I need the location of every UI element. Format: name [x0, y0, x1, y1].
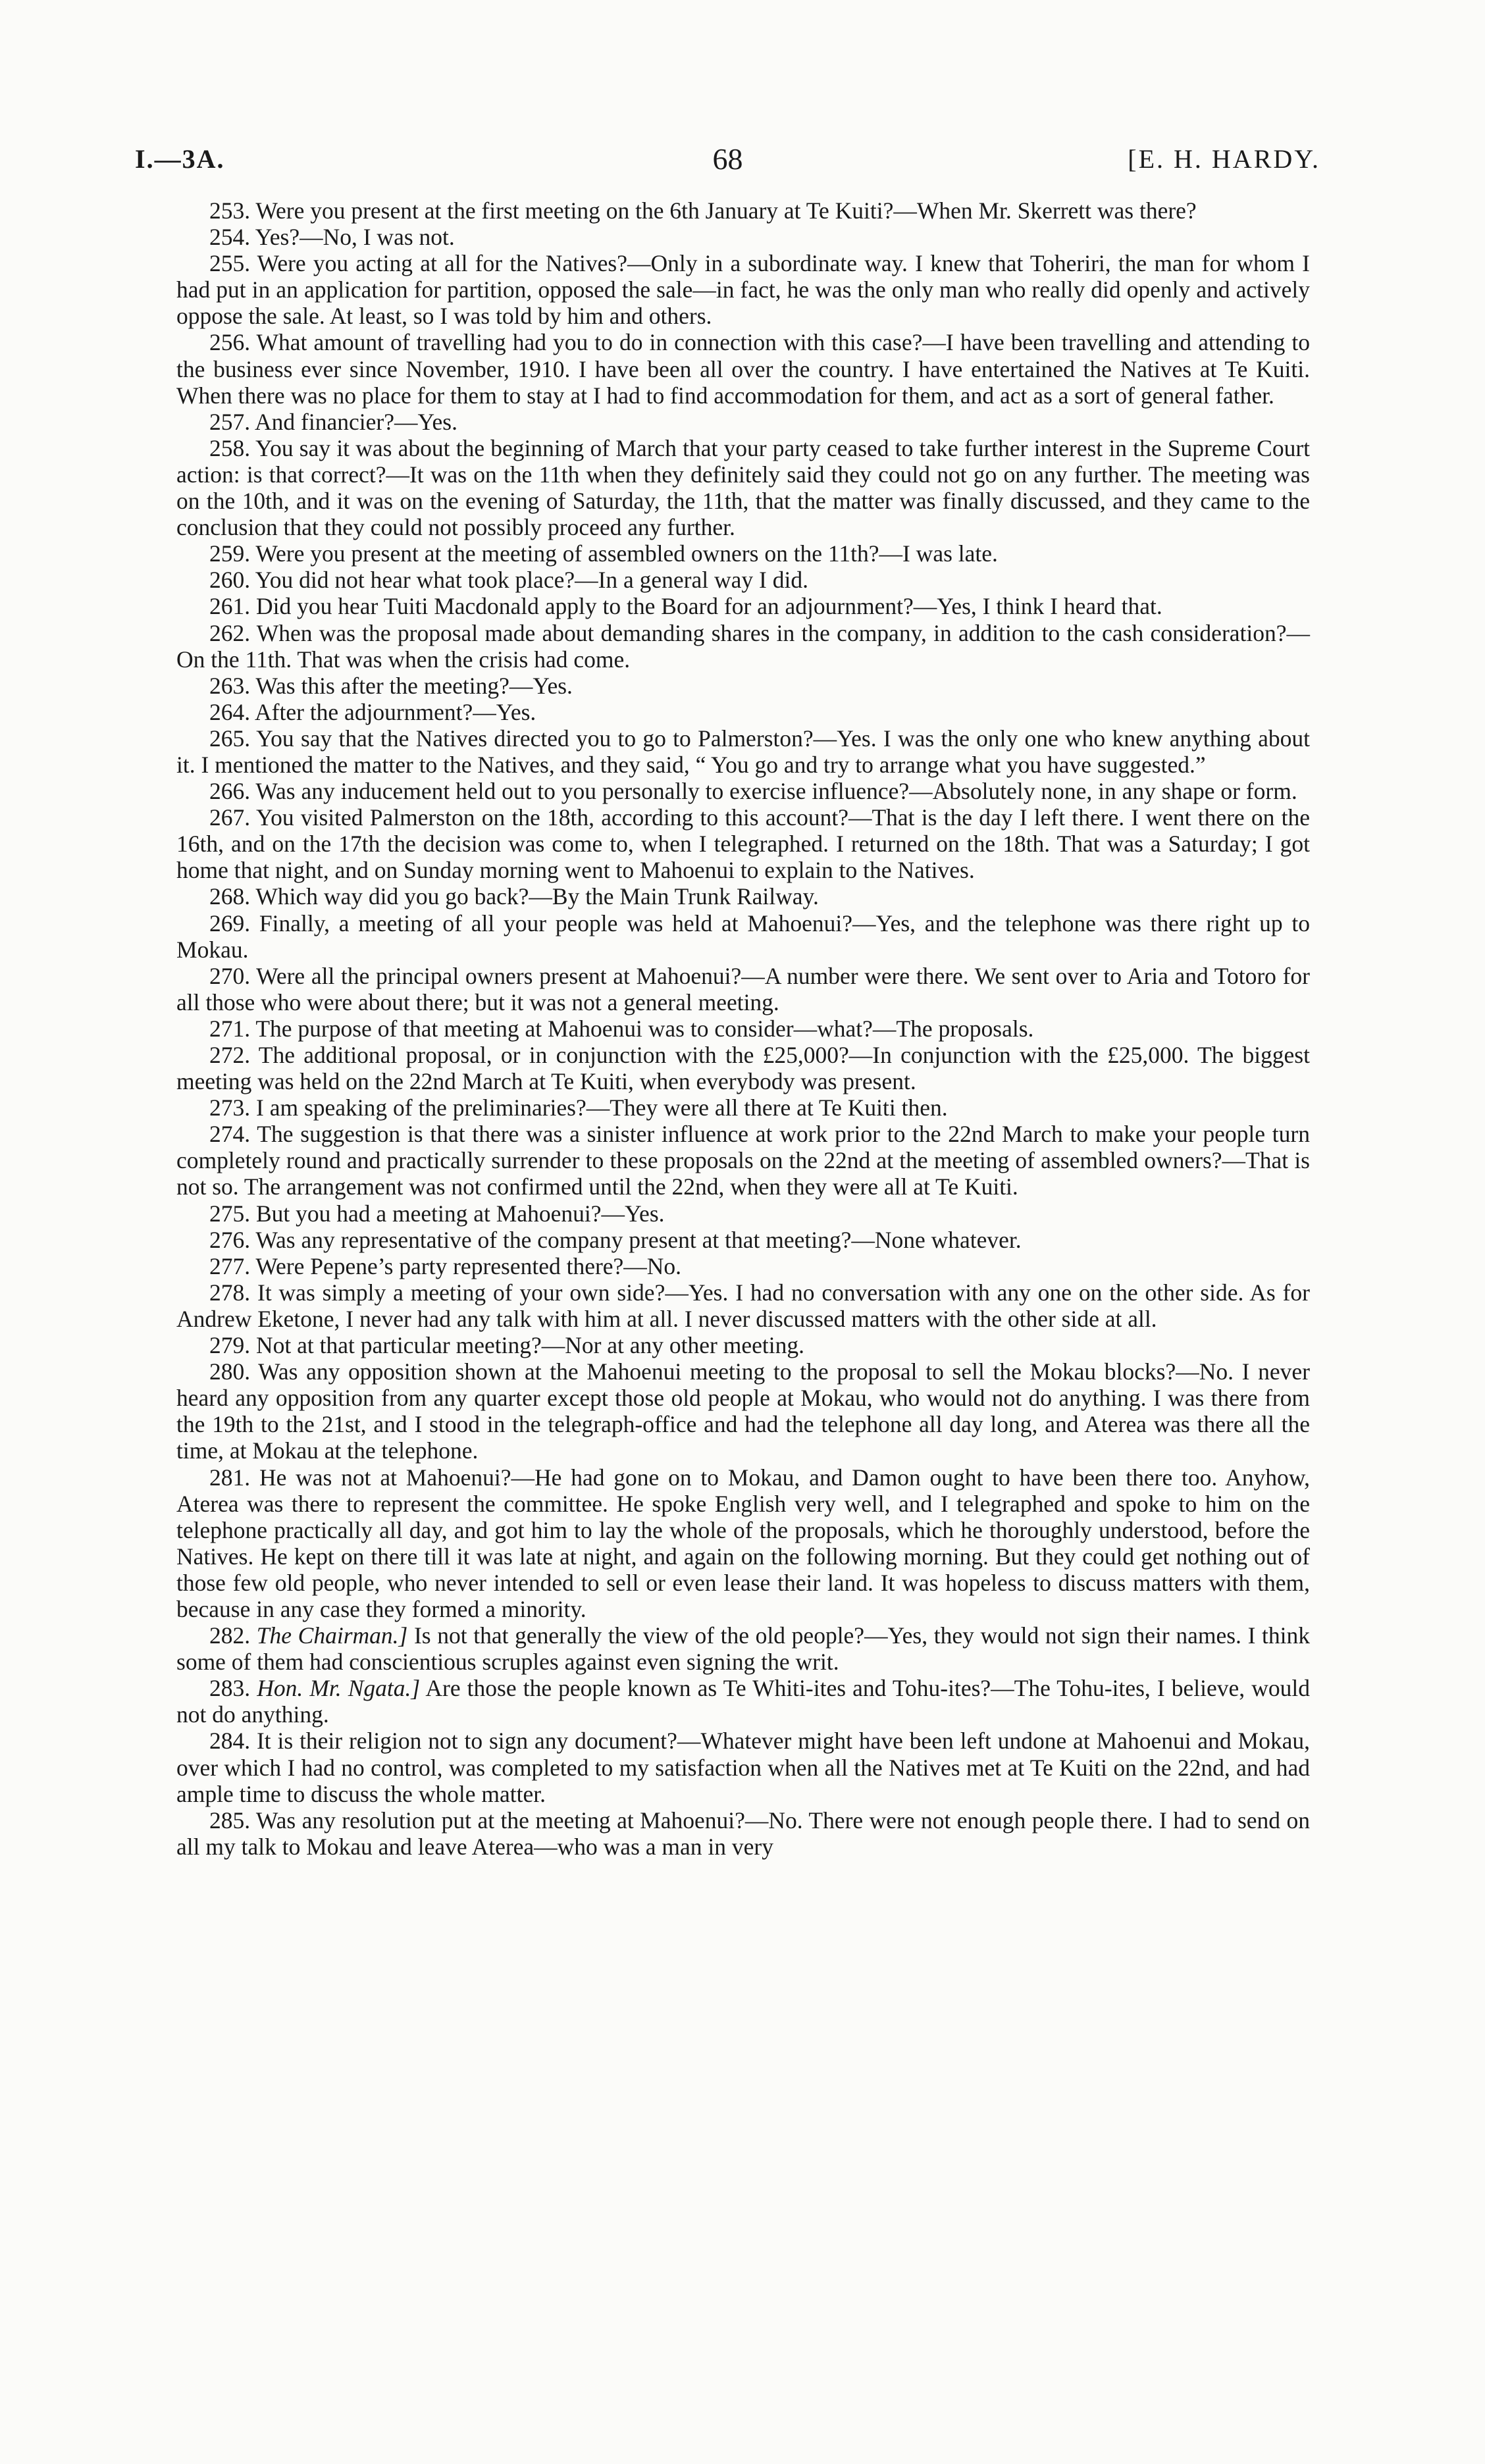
question-282: [176, 1622, 1310, 1675]
question-268: 268. Which way did you go back?—By the Main Trunk Railway.: [209, 883, 819, 910]
speaker-name: Hon. Mr. Ngata.]: [257, 1675, 421, 1702]
question-270: 270. Were all the principal owners present at Mahoenui?—A number were there. We sent over to Aria and Totoro for all those who were about there; but it was not a general meeting.: [176, 962, 1310, 1015]
question-276: 276. Was any representative of the company present at that meeting?—None whatever.: [209, 1226, 1022, 1253]
question-258: 258. You say it was about the beginning of March that your party ceased to take further interest in the Supreme Court action: is that correct?—It was on the 11th when they definitely said they could not go on any further. The meeting was on the 10th, and it was on the evening of Saturday, the 11th, that the matter was finally discussed, and they came to the conclusion that they could not possibly proceed any further.: [176, 434, 1310, 541]
question-260: 260. You did not hear what took place?—In a general way I did.: [209, 567, 808, 594]
testimony-body: [176, 197, 1310, 1860]
question-text: Are those the people known as Te Whiti-ites and Tohu-ites?—The Tohu-ites, I believe, would not do anything.: [176, 1675, 1310, 1728]
question-261: 261. Did you hear Tuiti Macdonald apply to the Board for an adjournment?—Yes, I think I heard that.: [209, 593, 1162, 620]
page-header: [135, 140, 1320, 179]
question-279: 279. Not at that particular meeting?—Nor at any other meeting.: [209, 1332, 804, 1359]
question-274: 274. The suggestion is that there was a sinister influence at work prior to the 22nd March to make your people turn completely round and practically surrender to these proposals on the 22nd at the meeting of assembled owners?—That is not so. The arrangement was not confirmed until the 22nd, when they were all at Te Kuiti.: [176, 1121, 1310, 1200]
question-273: 273. I am speaking of the preliminaries?—They were all there at Te Kuiti then.: [209, 1094, 948, 1121]
question-266: 266. Was any inducement held out to you personally to exercise influence?—Absolutely none, in any shape or form.: [209, 778, 1297, 805]
witness-name: [E. H. HARDY.: [1128, 144, 1320, 174]
question-text: Is not that generally the view of the old people?—Yes, they would not sign their names. I think some of them had conscientious scruples against even signing the writ.: [176, 1622, 1311, 1676]
question-280: 280. Was any opposition shown at the Mahoenui meeting to the proposal to sell the Mokau blocks?—No. I never heard any opposition from any quarter except those old people at Mokau, who would not do anything. I was there from the 19th to the 21st, and I stood in the telegraph-office and had the telephone all day long, and Aterea was there all the time, at Mokau at the telephone.: [176, 1358, 1310, 1464]
question-253: 253. Were you present at the first meeting on the 6th January at Te Kuiti?—When Mr. Skerrett was there?: [209, 197, 1197, 224]
question-281: 281. He was not at Mahoenui?—He had gone on to Mokau, and Damon ought to have been there too. Anyhow, Aterea was there to represent the committee. He spoke English very well, and I telegraphed and spoke to him on the telephone practically all day, and got him to lay the whole of the proposals, which he thoroughly understood, before the Natives. He kept on there till it was late at night, and again on the following morning. But they could get nothing out of those few old people, who never intended to sell or even lease their land. It was hopeless to discuss matters with them, because in any case they formed a minority.: [176, 1464, 1310, 1622]
question-269: 269. Finally, a meeting of all your people was held at Mahoenui?—Yes, and the telephone was there right up to Mokau.: [176, 910, 1310, 963]
question-number: 283.: [209, 1675, 251, 1702]
question-264: 264. After the adjournment?—Yes.: [209, 698, 536, 725]
question-259: 259. Were you present at the meeting of assembled owners on the 11th?—I was late.: [209, 540, 998, 567]
question-283: [176, 1675, 1310, 1728]
paper-reference: I.—3A.: [135, 144, 225, 174]
question-263: 263. Was this after the meeting?—Yes.: [209, 672, 573, 699]
question-262: 262. When was the proposal made about demanding shares in the company, in addition to the cash consideration?—On the 11th. That was when the crisis had come.: [176, 619, 1310, 673]
question-265: 265. You say that the Natives directed you to go to Palmerston?—Yes. I was the only one who knew anything about it. I mentioned the matter to the Natives, and they said, “ You go and try to arrange what you have suggested.”: [176, 725, 1310, 778]
question-257: 257. And financier?—Yes.: [209, 408, 457, 435]
question-255: 255. Were you acting at all for the Natives?—Only in a subordinate way. I knew that Toheriri, the man for whom I had put in an application for partition, opposed the sale—in fact, he was the only man who really did openly and actively oppose the sale. At least, so I was told by him and others.: [176, 250, 1310, 330]
question-278: 278. It was simply a meeting of your own side?—Yes. I had no conversation with any one on the other side. As for Andrew Eketone, I never had any talk with him at all. I never discussed matters with the other side at all.: [176, 1279, 1310, 1332]
question-267: 267. You visited Palmerston on the 18th, according to this account?—That is the day I left there. I went there on the 16th, and on the 17th the decision was come to, when I telegraphed. I returned on the 18th. That was a Saturday; I got home that night, and on Sunday morning went to Mahoenui to explain to the Natives.: [176, 804, 1310, 884]
question-285: 285. Was any resolution put at the meeting at Mahoenui?—No. There were not enough people there. I had to send on all my talk to Mokau and leave Aterea—who was a man in very: [176, 1807, 1310, 1860]
question-254: 254. Yes?—No, I was not.: [209, 224, 455, 251]
question-271: 271. The purpose of that meeting at Mahoenui was to consider—what?—The proposals.: [209, 1015, 1034, 1042]
speaker-name: The Chairman.]: [256, 1622, 408, 1649]
question-number: 282.: [209, 1622, 251, 1649]
question-284: 284. It is their religion not to sign any document?—Whatever might have been left undone at Mahoenui and Mokau, over which I had no control, was completed to my satisfaction when all the Natives met at Te Kuiti on the 22nd, and had ample time to discuss the whole matter.: [176, 1728, 1310, 1807]
question-272: 272. The additional proposal, or in conjunction with the £25,000?—In conjunction with the £25,000. The biggest meeting was held on the 22nd March at Te Kuiti, when everybody was present.: [176, 1042, 1310, 1095]
question-277: 277. Were Pepene’s party represented there?—No.: [209, 1252, 682, 1279]
page-number: 68: [712, 142, 743, 176]
question-275: 275. But you had a meeting at Mahoenui?—Yes.: [209, 1200, 665, 1227]
question-256: 256. What amount of travelling had you to do in connection with this case?—I have been travelling and attending to the business ever since November, 1910. I have been all over the country. I have entertained the Natives at Te Kuiti. When there was no place for them to stay at I had to find accommodation for them, and act as a sort of general father.: [176, 329, 1310, 409]
